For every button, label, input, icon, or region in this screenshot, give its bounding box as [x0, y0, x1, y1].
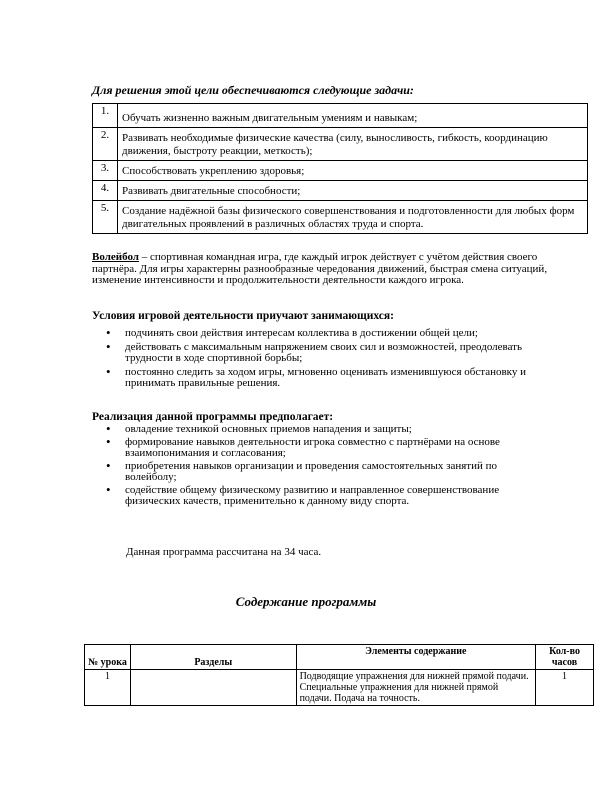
volleyball-term: Волейбол — [92, 251, 139, 263]
col-header-sections: Разделы — [130, 645, 296, 670]
list-item: • действовать с максимальным напряжением своих сил и возможностей, преодолевать трудности в ходе спортивной борьбы; — [92, 342, 532, 364]
program-hours-note: Данная программа рассчитана на 34 часа. — [126, 546, 322, 558]
task-text: Способствовать укреплению здоровья; — [118, 161, 588, 181]
task-number: 4. — [93, 181, 118, 201]
cell-section — [130, 670, 296, 706]
task-text: Развивать необходимые физические качества (силу, выносливость, гибкость, координацию движения, быстроту реакции, меткость); — [118, 128, 588, 161]
volleyball-definition — [92, 252, 562, 287]
realization-heading: Реализация данной программы предполагает: — [92, 411, 334, 423]
program-content-table — [84, 644, 594, 706]
col-header-elements: Элементы содержание — [296, 645, 535, 670]
volleyball-definition-text: – спортивная командная игра, где каждый игрок действует с учётом действия своего партнёра. Для игры характерны разнообразные чередования движений, быстрая смена ситуаций, изменение интенсивности и продолжительности деятельности каждого игрока. — [92, 251, 548, 286]
list-item: • формирование навыков деятельности игрока совместно с партнёрами на основе взаимопонимания и согласования; — [92, 437, 532, 459]
table-header-row — [85, 645, 594, 670]
task-number: 3. — [93, 161, 118, 181]
content-title: Содержание программы — [235, 594, 377, 609]
list-item: • подчинять свои действия интересам коллектива в достижении общей цели; — [92, 328, 532, 339]
task-number: 1. — [93, 104, 118, 128]
task-number: 2. — [93, 128, 118, 161]
list-item: • приобретения навыков организации и проведения самостоятельных занятий по волейболу; — [92, 461, 532, 483]
tasks-table — [92, 103, 588, 234]
task-text: Развивать двигательные способности; — [118, 181, 588, 201]
conditions-heading: Условия игровой деятельности приучают занимающихся: — [92, 310, 394, 322]
task-row — [93, 201, 588, 234]
task-number: 5. — [93, 201, 118, 234]
table-row — [85, 670, 594, 706]
col-header-lesson-number: № урока — [85, 645, 131, 670]
list-item: • овладение техникой основных приемов нападения и защиты; — [92, 424, 532, 435]
task-row — [93, 104, 588, 128]
tasks-heading: Для решения этой цели обеспечиваются следующие задачи: — [92, 83, 414, 97]
task-text: Обучать жизненно важным двигательным умениям и навыкам; — [118, 104, 588, 128]
cell-hours: 1 — [536, 670, 594, 706]
col-header-hours: Кол-во часов — [536, 645, 594, 670]
task-row — [93, 128, 588, 161]
conditions-list — [92, 328, 532, 392]
cell-elements: Подводящие упражнения для нижней прямой подачи. Специальные упражнения для нижней прямой подачи. Подача на точность. — [296, 670, 535, 706]
cell-lesson-number: 1 — [85, 670, 131, 706]
realization-list — [92, 424, 532, 509]
task-row — [93, 161, 588, 181]
list-item: • содействие общему физическому развитию и направленное совершенствование физических качеств, применительно к данному виду спорта. — [92, 485, 532, 507]
task-text: Создание надёжной базы физического совершенствования и подготовленности для любых форм двигательных проявлений в различных областях труда и спорта. — [118, 201, 588, 234]
list-item: • постоянно следить за ходом игры, мгновенно оценивать изменившуюся обстановку и принимать правильные решения. — [92, 367, 532, 389]
task-row — [93, 181, 588, 201]
